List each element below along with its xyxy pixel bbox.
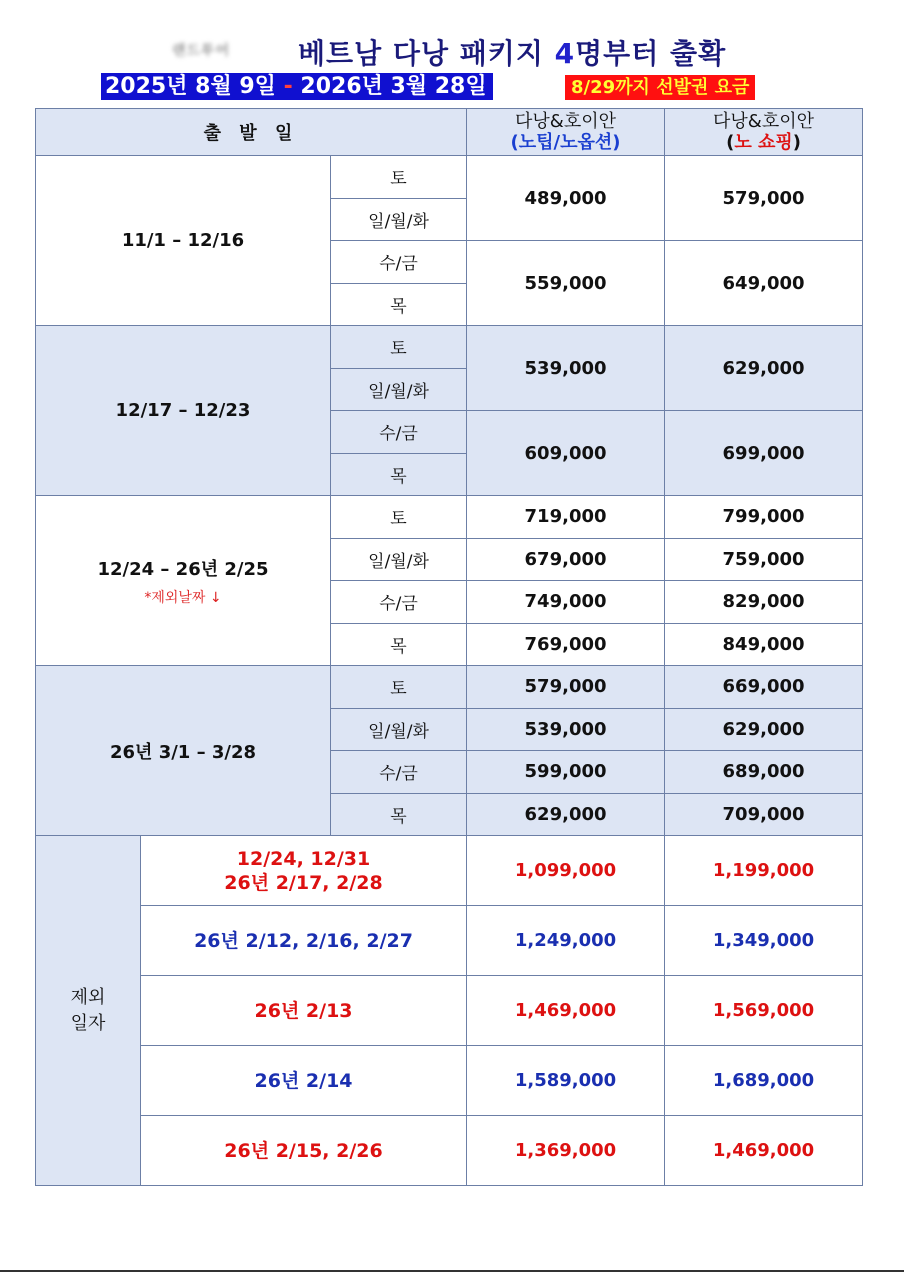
excluded-price-cell: 1,689,000 <box>665 1046 863 1116</box>
excluded-price-cell: 1,589,000 <box>467 1046 665 1116</box>
header-no-shopping <box>665 109 863 156</box>
period-end: 2026년 3월 28일 <box>292 74 487 99</box>
header-departure-date: 출 발 일 <box>36 109 467 156</box>
day-cell: 일/월/화 <box>331 708 467 751</box>
date-range-2: 12/17 – 12/23 <box>36 326 331 496</box>
excluded-date-cell: 26년 2/14 <box>141 1046 467 1116</box>
day-cell: 일/월/화 <box>331 368 467 411</box>
day-cell: 토 <box>331 326 467 369</box>
excluded-date-line1: 12/24, 12/31 <box>236 847 371 870</box>
price-cell: 699,000 <box>665 411 863 496</box>
group-1 <box>36 156 863 326</box>
title-prefix: 베트남 다낭 패키지 <box>298 37 555 70</box>
title-suffix: 명부터 출확 <box>575 37 727 70</box>
date-range-3-text: 12/24 – 26년 2/25 <box>97 558 269 580</box>
excluded-price-cell: 1,469,000 <box>665 1116 863 1186</box>
excluded-price-cell: 1,249,000 <box>467 906 665 976</box>
day-cell: 목 <box>331 793 467 836</box>
day-cell: 토 <box>331 666 467 709</box>
price-cell: 609,000 <box>467 411 665 496</box>
header-col2-line1: 다낭&호이안 <box>713 111 815 132</box>
price-cell: 539,000 <box>467 708 665 751</box>
excluded-price-cell: 1,099,000 <box>467 836 665 906</box>
excluded-price-cell: 1,199,000 <box>665 836 863 906</box>
price-cell: 769,000 <box>467 623 665 666</box>
excluded-date-cell: 26년 2/15, 2/26 <box>141 1116 467 1186</box>
price-cell: 759,000 <box>665 538 863 581</box>
header-col2-red: 노 쇼핑 <box>734 132 793 153</box>
group-2 <box>36 326 863 496</box>
header-col2-paren-open: ( <box>726 132 735 153</box>
price-cell: 629,000 <box>665 326 863 411</box>
day-cell: 수/금 <box>331 411 467 454</box>
date-range-3 <box>36 496 331 666</box>
price-cell: 629,000 <box>665 708 863 751</box>
day-cell: 토 <box>331 156 467 199</box>
header-col1-line2: (노팁/노옵션) <box>510 132 621 153</box>
day-cell: 목 <box>331 623 467 666</box>
price-cell: 599,000 <box>467 751 665 794</box>
date-range-1: 11/1 – 12/16 <box>36 156 331 326</box>
price-cell: 749,000 <box>467 581 665 624</box>
group-3 <box>36 496 863 666</box>
price-cell: 649,000 <box>665 241 863 326</box>
header-no-tip-option <box>467 109 665 156</box>
header-col1-line1: 다낭&호이안 <box>515 111 617 132</box>
price-cell: 689,000 <box>665 751 863 794</box>
header-col2-paren-close: ) <box>792 132 801 153</box>
price-cell: 719,000 <box>467 496 665 539</box>
price-cell: 709,000 <box>665 793 863 836</box>
price-cell: 829,000 <box>665 581 863 624</box>
price-cell: 489,000 <box>467 156 665 241</box>
excluded-date-cell: 26년 2/12, 2/16, 2/27 <box>141 906 467 976</box>
excluded-price-cell: 1,349,000 <box>665 906 863 976</box>
early-bird-badge: 8/29까지 선발권 요금 <box>565 75 755 100</box>
price-cell: 679,000 <box>467 538 665 581</box>
excluded-date-cell: 26년 2/13 <box>141 976 467 1046</box>
price-cell: 559,000 <box>467 241 665 326</box>
price-cell: 579,000 <box>467 666 665 709</box>
period-start: 2025년 8월 9일 <box>105 74 284 99</box>
excluded-label-line1: 제외 <box>70 986 106 1008</box>
price-cell: 849,000 <box>665 623 863 666</box>
excluded-dates-section <box>36 836 863 1186</box>
brand-logo: 랜드투어 <box>172 43 231 59</box>
day-cell: 수/금 <box>331 751 467 794</box>
excluded-date-cell <box>141 836 467 906</box>
excluded-date-line2: 26년 2/17, 2/28 <box>224 871 383 894</box>
excluded-price-cell: 1,469,000 <box>467 976 665 1046</box>
price-cell: 799,000 <box>665 496 863 539</box>
excluded-price-cell: 1,369,000 <box>467 1116 665 1186</box>
group-4 <box>36 666 863 836</box>
price-cell: 539,000 <box>467 326 665 411</box>
price-cell: 629,000 <box>467 793 665 836</box>
excluded-price-cell: 1,569,000 <box>665 976 863 1046</box>
excluded-dates-note: *제외날짜 ↓ <box>144 589 222 606</box>
day-cell: 목 <box>331 283 467 326</box>
price-cell: 579,000 <box>665 156 863 241</box>
day-cell: 토 <box>331 496 467 539</box>
day-cell: 수/금 <box>331 241 467 284</box>
day-cell: 수/금 <box>331 581 467 624</box>
excluded-dates-label <box>36 836 141 1186</box>
page-bottom-rule <box>0 1270 904 1272</box>
period-dash: - <box>283 74 293 99</box>
page-title <box>298 32 726 72</box>
date-range-4: 26년 3/1 – 3/28 <box>36 666 331 836</box>
travel-period-banner <box>101 73 493 100</box>
price-table <box>35 108 863 1186</box>
excluded-label-line2: 일자 <box>70 1012 106 1034</box>
price-cell: 669,000 <box>665 666 863 709</box>
title-number: 4 <box>554 37 576 70</box>
table-header-row <box>36 109 863 156</box>
day-cell: 목 <box>331 453 467 496</box>
day-cell: 일/월/화 <box>331 538 467 581</box>
day-cell: 일/월/화 <box>331 198 467 241</box>
